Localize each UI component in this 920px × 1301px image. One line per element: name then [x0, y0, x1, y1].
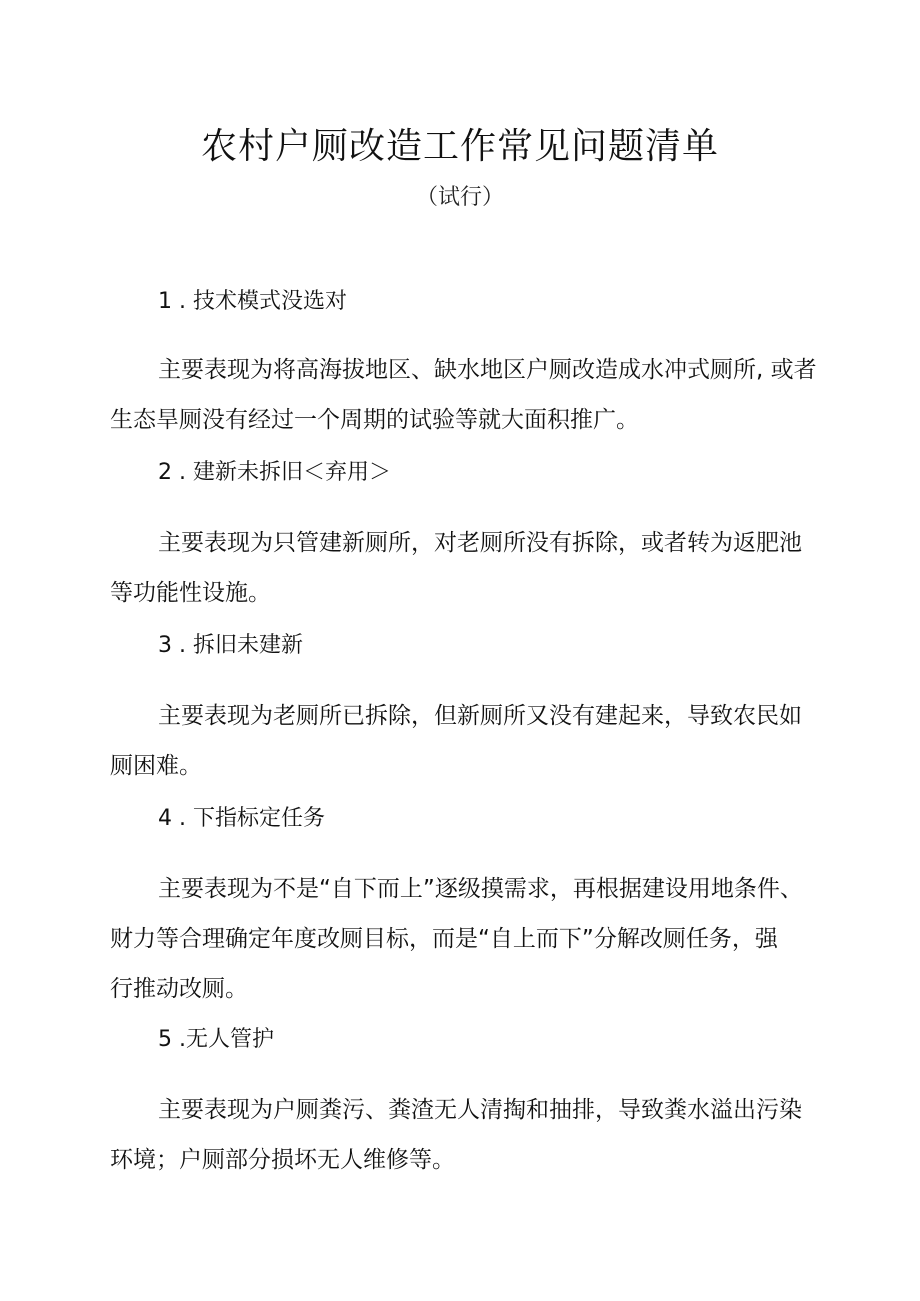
section-body-3: 主要表现为老厕所已拆除，但新厕所又没有建起来，导致农民如 厕困难。 — [110, 703, 802, 779]
document-subtitle: （试行） — [415, 185, 504, 210]
section-heading-4: 4 . 下指标定任务 — [158, 806, 325, 831]
section-heading-1: 1 . 技术模式没选对 — [158, 289, 347, 314]
section-heading-3: 3 . 拆旧未建新 — [158, 633, 303, 658]
section-body-1: 主要表现为将高海拔地区、缺水地区户厕改造成水冲式厕所, 或者 生态旱厕没有经过一个周期的试验等就大面积推广。 — [110, 357, 817, 433]
document-title: 农村户厕改造工作常见问题清单 — [200, 126, 719, 167]
section-heading-5: 5 .无人管护 — [158, 1027, 274, 1052]
section-body-5: 主要表现为户厕粪污、粪渣无人清掏和抽排，导致粪水溢出污染 环境；户厕部分损坏无人维修等。 — [110, 1097, 802, 1173]
section-heading-2: 2 . 建新未拆旧＜弃用＞ — [158, 460, 391, 485]
section-body-2: 主要表现为只管建新厕所，对老厕所没有拆除，或者转为返肥池 等功能性设施。 — [110, 530, 802, 606]
section-body-4: 主要表现为不是“自下而上”逐级摸需求，再根据建设用地条件、 财力等合理确定年度改厕目标，而是“自上而下”分解改厕任务，强 行推动改厕。 — [110, 876, 803, 1002]
